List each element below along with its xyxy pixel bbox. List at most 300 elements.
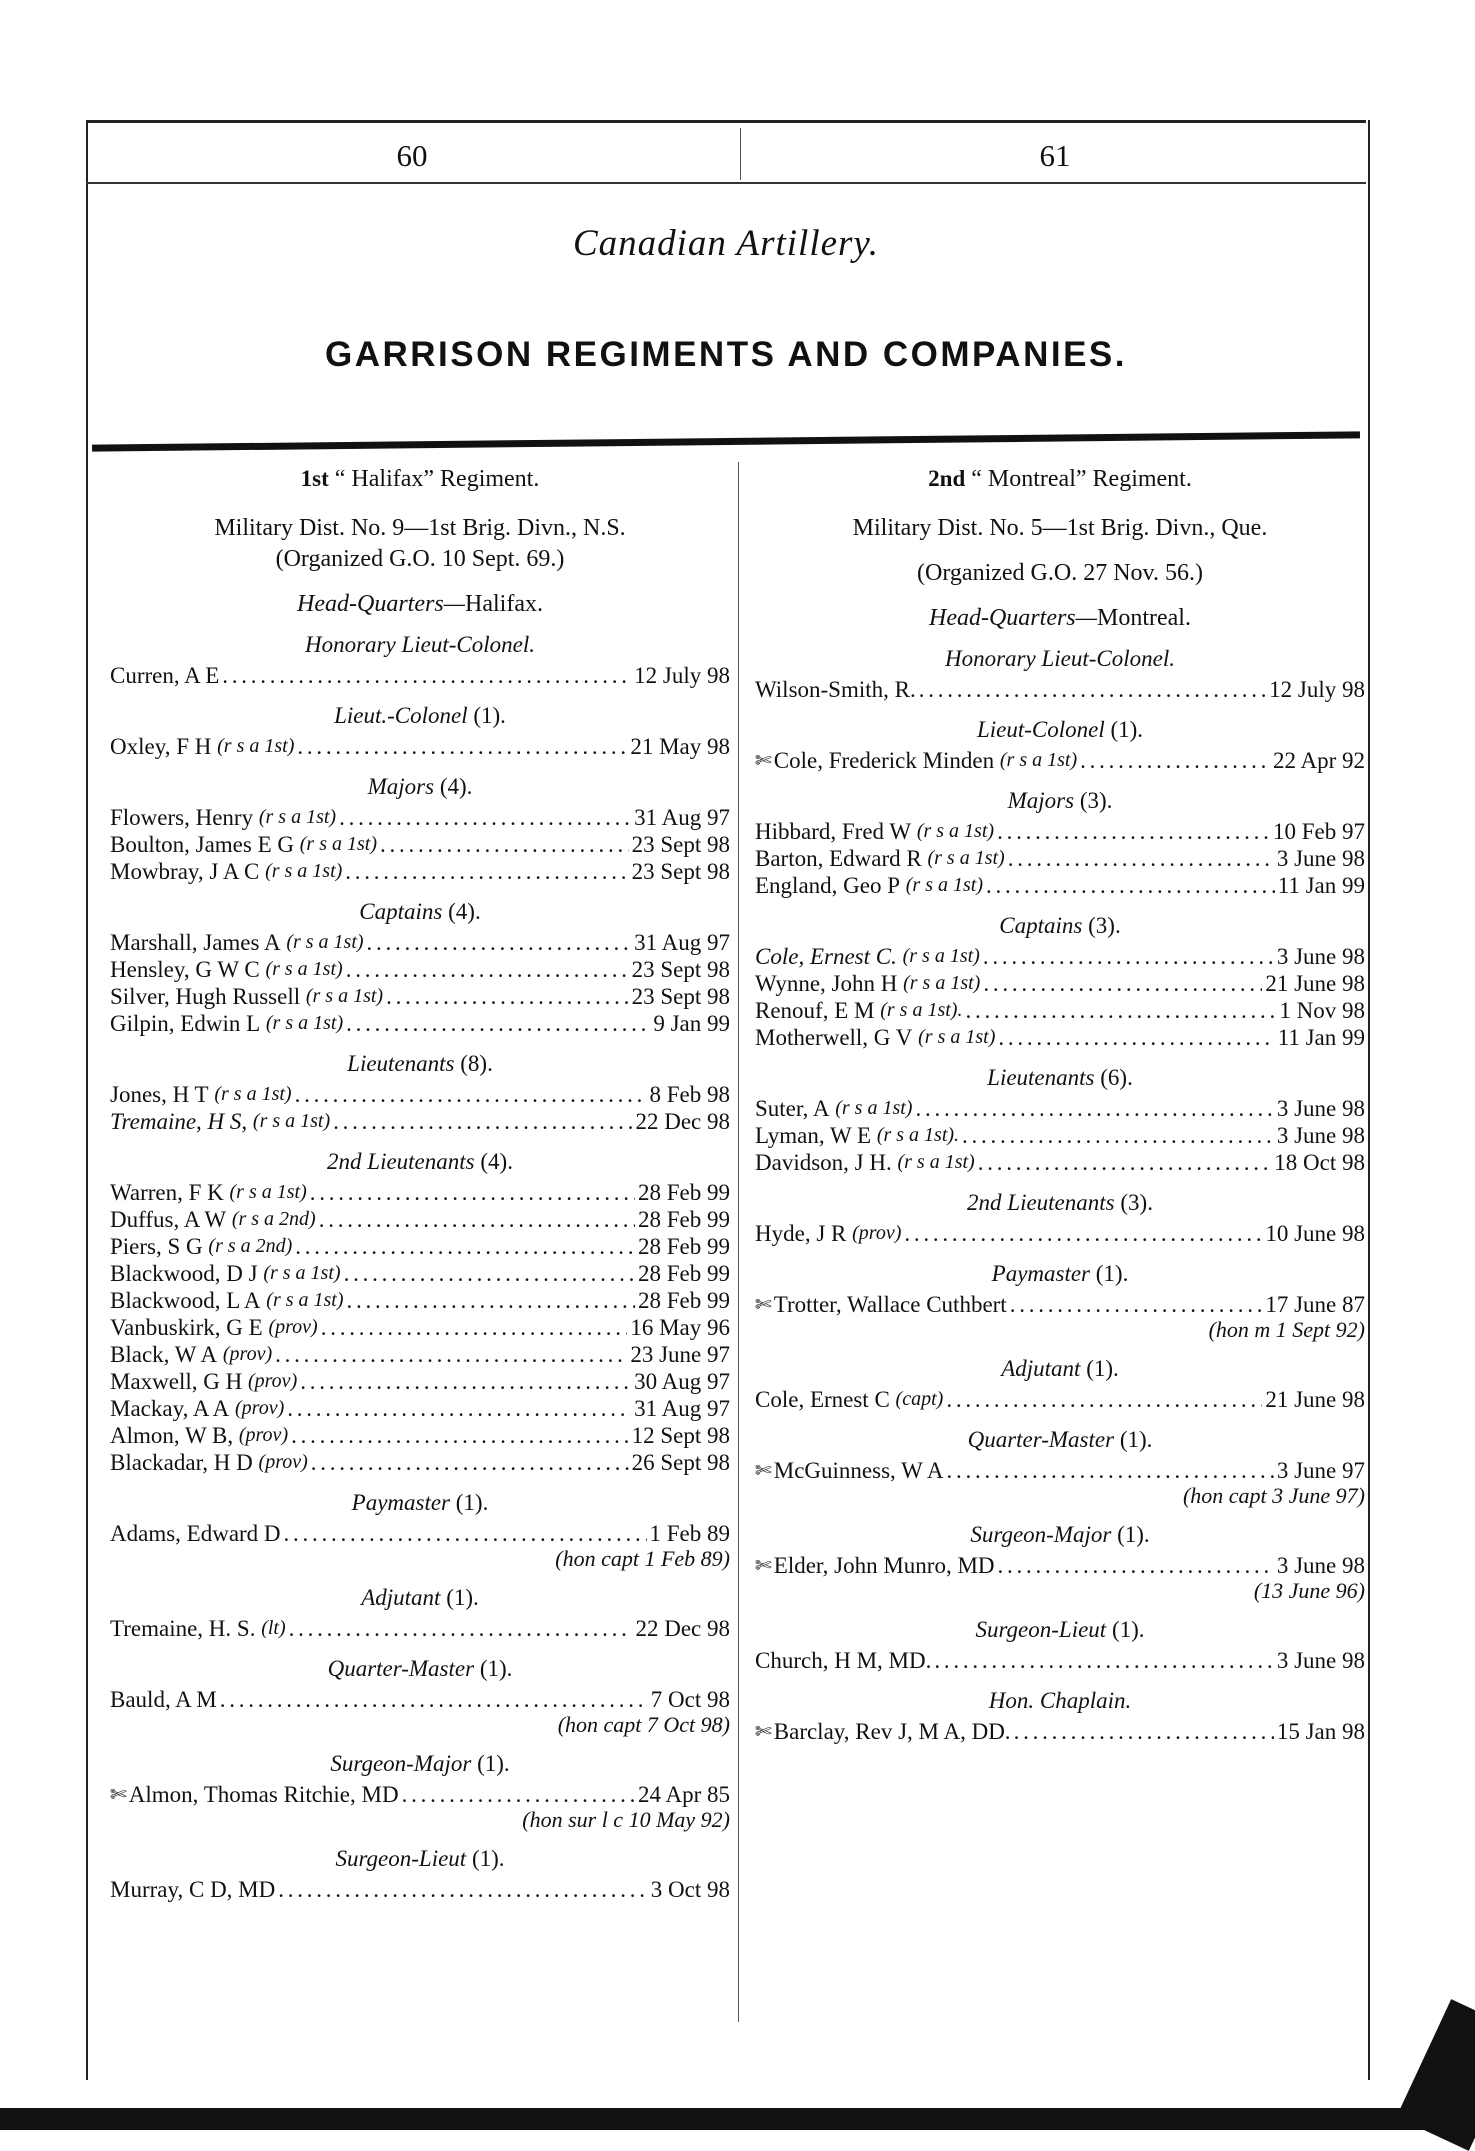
leader-dots — [220, 1686, 648, 1713]
section-count: (1). — [1119, 1427, 1153, 1452]
officer-qualification: (r s a 1st) — [263, 1262, 341, 1284]
section-count: (1). — [473, 703, 506, 728]
officer-qualification: (prov) — [258, 1451, 308, 1473]
leader-dots — [998, 1024, 1274, 1051]
officer-row — [110, 956, 730, 983]
officer-row — [110, 1368, 730, 1395]
officer-name: Hibbard, Fred W — [755, 819, 912, 844]
section-count: (1). — [1111, 1617, 1145, 1642]
section-heading — [755, 913, 1365, 939]
officer-name: Trotter, Wallace Cuthbert — [773, 1292, 1007, 1317]
leader-dots — [934, 1647, 1273, 1674]
officer-row — [755, 970, 1365, 997]
section-count: (1). — [1095, 1261, 1129, 1286]
section-count: (1). — [1117, 1522, 1150, 1547]
headquarters-place: Halifax. — [465, 591, 543, 617]
commission-date: 23 Sept 98 — [631, 984, 730, 1009]
officer-row — [110, 1686, 730, 1713]
officer-row — [110, 858, 730, 885]
officer-row — [755, 872, 1365, 899]
headquarters-label: Head-Quarters— — [297, 591, 466, 617]
section-heading-text: Lieutenants — [347, 1051, 455, 1076]
officer-row — [755, 1718, 1365, 1745]
scissors-icon: ✄ — [755, 1458, 772, 1482]
leader-dots — [904, 1220, 1262, 1247]
officer-qualification: (r s a 1st) — [286, 931, 364, 953]
commission-date: 3 June 98 — [1276, 944, 1365, 969]
commission-date: 11 Jan 99 — [1277, 873, 1365, 898]
commission-date: 3 June 98 — [1276, 846, 1365, 871]
leader-dots — [1080, 747, 1270, 774]
leader-dots — [919, 676, 1266, 703]
officer-qualification: (r s a 1st) — [265, 958, 343, 980]
officer-name: Church, H M, MD. — [755, 1648, 932, 1673]
section-heading — [110, 1585, 730, 1611]
officer-qualification: (r s a 1st) — [918, 1026, 996, 1048]
section-heading-text: Captains — [359, 899, 443, 924]
leader-dots — [345, 858, 628, 885]
officer-qualification: (r s a 2nd) — [231, 1208, 316, 1230]
leader-dots — [289, 1615, 633, 1642]
section-heading — [755, 1065, 1365, 1091]
commission-date: 23 Sept 98 — [631, 832, 730, 857]
leader-dots — [1014, 1718, 1274, 1745]
officer-qualification: (prov) — [222, 1343, 273, 1365]
page-number-divider — [740, 128, 741, 180]
leader-dots — [300, 1368, 631, 1395]
honorary-rank-text: (hon sur l c 10 May 92) — [522, 1807, 730, 1832]
section-heading-text: Lieut-Colonel — [976, 717, 1105, 742]
section-heading — [755, 1356, 1365, 1382]
officer-name: Maxwell, G H — [110, 1369, 243, 1394]
section-heading — [755, 646, 1365, 672]
commission-date: 28 Feb 99 — [638, 1261, 730, 1286]
section-heading-text: Honorary Lieut-Colonel. — [305, 632, 535, 657]
officer-qualification: (r s a 1st) — [214, 1083, 292, 1105]
officer-name: Curren, A E — [110, 663, 220, 688]
leader-dots — [347, 1287, 635, 1314]
leader-dots — [386, 983, 629, 1010]
officer-row — [110, 1108, 730, 1135]
officer-name: Tremaine, H. S. — [110, 1616, 256, 1641]
leader-dots — [962, 1122, 1274, 1149]
page-title: GARRISON REGIMENTS AND COMPANIES. — [325, 335, 1127, 374]
commission-date: 12 July 98 — [634, 663, 730, 688]
section-heading-text: Adjutant — [361, 1585, 441, 1610]
officer-row — [755, 1386, 1365, 1413]
officer-row — [755, 1024, 1365, 1051]
section-heading — [110, 1490, 730, 1516]
commission-date: 1 Feb 89 — [649, 1521, 730, 1546]
officer-qualification: (capt) — [895, 1388, 944, 1410]
commission-date: 15 Jan 98 — [1276, 1719, 1365, 1744]
commission-date: 28 Feb 99 — [638, 1288, 730, 1313]
leader-dots — [402, 1781, 635, 1808]
section-heading — [755, 1427, 1365, 1453]
officer-name: Hensley, G W C — [110, 957, 260, 982]
section-count: (4). — [439, 774, 473, 799]
commission-date: 16 May 96 — [630, 1315, 730, 1340]
left-column — [110, 460, 730, 1903]
officer-qualification: (r s a 1st) — [927, 847, 1005, 869]
officer-qualification: (r s a 1st). — [880, 999, 963, 1021]
officer-qualification: (r s a 1st) — [229, 1181, 307, 1203]
commission-date: 10 Feb 97 — [1273, 819, 1365, 844]
officer-sections — [755, 646, 1365, 1745]
officer-name: Bauld, A M — [110, 1687, 217, 1712]
officer-name: Renouf, E M — [755, 998, 875, 1023]
officer-name: Piers, S G — [110, 1234, 203, 1259]
section-heading — [755, 1261, 1365, 1287]
section-heading-text: Lieut.-Colonel — [334, 703, 468, 728]
officer-qualification: (r s a 2nd) — [208, 1235, 293, 1257]
officer-qualification: (prov) — [235, 1397, 285, 1419]
officer-row — [110, 1520, 730, 1547]
officer-row — [755, 1220, 1365, 1247]
leader-dots — [965, 997, 1276, 1024]
officer-name: McGuinness, W A — [773, 1458, 944, 1483]
section-heading-text: Majors — [367, 774, 435, 799]
headquarters-label: Head-Quarters— — [929, 605, 1097, 631]
officer-sections — [110, 632, 730, 1903]
officer-row — [110, 1422, 730, 1449]
officer-row — [110, 983, 730, 1010]
commission-date: 18 Oct 98 — [1274, 1150, 1365, 1175]
section-heading — [755, 1617, 1365, 1643]
honorary-rank-note — [110, 1808, 730, 1832]
officer-qualification: (prov) — [238, 1424, 289, 1446]
leader-dots — [367, 929, 632, 956]
header-rule — [86, 182, 1366, 184]
officer-qualification: (lt) — [261, 1617, 286, 1639]
honorary-rank-text: (hon capt 1 Feb 89) — [555, 1546, 730, 1571]
officer-row — [110, 929, 730, 956]
leader-dots — [380, 831, 629, 858]
officer-row — [755, 997, 1365, 1024]
section-heading-text: Adjutant — [1001, 1356, 1081, 1381]
section-heading — [755, 1522, 1365, 1548]
officer-name: Wynne, John H — [755, 971, 898, 996]
leader-dots — [978, 1149, 1272, 1176]
section-heading-text: Majors — [1007, 788, 1075, 813]
commission-date: 8 Feb 98 — [649, 1082, 730, 1107]
section-count: (1). — [479, 1656, 513, 1681]
commission-date: 21 June 98 — [1265, 971, 1365, 996]
page-number-left: 60 — [396, 138, 428, 173]
officer-row — [110, 1876, 730, 1903]
officer-name: Tremaine, H S, — [110, 1109, 248, 1134]
leader-dots — [346, 956, 629, 983]
officer-name: Suter, A — [755, 1096, 830, 1121]
scissors-icon: ✄ — [755, 1719, 772, 1743]
regiment-title — [755, 466, 1365, 493]
scissors-icon: ✄ — [755, 1292, 772, 1316]
regiment-name: “ Montreal” Regiment. — [971, 466, 1192, 492]
commission-date: 28 Feb 99 — [638, 1234, 730, 1259]
officer-name: Motherwell, G V — [755, 1025, 913, 1050]
officer-qualification: (prov) — [852, 1222, 902, 1244]
page-edge-shadow — [0, 2108, 1475, 2130]
commission-date: 12 July 98 — [1269, 677, 1365, 702]
commission-date: 31 Aug 97 — [634, 1396, 730, 1421]
officer-row — [755, 1095, 1365, 1122]
officer-qualification: (prov) — [247, 1370, 298, 1392]
leader-dots — [344, 1260, 635, 1287]
officer-row — [110, 1233, 730, 1260]
leader-dots — [983, 970, 1262, 997]
officer-row — [755, 943, 1365, 970]
officer-row — [755, 1149, 1365, 1176]
officer-qualification: (r s a 1st) — [835, 1097, 913, 1119]
section-heading-text: Paymaster — [991, 1261, 1091, 1286]
officer-name: Marshall, James A — [110, 930, 281, 955]
commission-date: 11 Jan 99 — [1277, 1025, 1365, 1050]
leader-dots — [311, 1449, 629, 1476]
officer-row — [110, 662, 730, 689]
commission-date: 28 Feb 99 — [638, 1207, 730, 1232]
officer-qualification: (r s a 1st) — [305, 985, 384, 1007]
officer-row — [755, 747, 1365, 774]
officer-row — [110, 804, 730, 831]
honorary-rank-note — [755, 1579, 1365, 1603]
officer-qualification: (r s a 1st) — [266, 1289, 344, 1311]
section-count: (1). — [477, 1751, 510, 1776]
officer-name: Oxley, F H — [110, 734, 212, 759]
leader-dots — [946, 1386, 1262, 1413]
officer-name: England, Geo P — [755, 873, 901, 898]
officer-qualification: (r s a 1st) — [905, 874, 983, 896]
leader-dots — [284, 1520, 647, 1547]
officer-name: Davidson, J H. — [755, 1150, 892, 1175]
leader-dots — [947, 1457, 1274, 1484]
regiment-title — [110, 466, 730, 493]
section-count: (1). — [446, 1585, 479, 1610]
commission-date: 22 Dec 98 — [635, 1109, 730, 1134]
leader-dots — [319, 1206, 635, 1233]
section-heading — [755, 717, 1365, 743]
section-heading-text: Paymaster — [351, 1490, 451, 1515]
section-heading — [110, 1751, 730, 1777]
officer-qualification: (r s a 1st) — [265, 860, 343, 882]
officer-qualification: (r s a 1st) — [902, 945, 980, 967]
officer-name: Barclay, Rev J, M A, DD. — [773, 1719, 1011, 1744]
commission-date: 28 Feb 99 — [638, 1180, 730, 1205]
officer-qualification: (r s a 1st) — [897, 1151, 975, 1173]
honorary-rank-note — [755, 1318, 1365, 1342]
section-heading-text: Captains — [999, 913, 1083, 938]
officer-name: Adams, Edward D — [110, 1521, 281, 1546]
headquarters — [110, 591, 730, 618]
leader-dots — [295, 1081, 647, 1108]
section-heading-text: Lieutenants — [987, 1065, 1095, 1090]
officer-name: Mowbray, J A C — [110, 859, 260, 884]
officer-row — [755, 1457, 1365, 1484]
officer-row — [755, 818, 1365, 845]
officer-qualification: (r s a 1st) — [252, 1110, 331, 1132]
honorary-rank-note — [755, 1484, 1365, 1508]
leader-dots — [997, 818, 1270, 845]
section-heading — [110, 1051, 730, 1077]
officer-row — [110, 1287, 730, 1314]
officer-name: Gilpin, Edwin L — [110, 1011, 261, 1036]
commission-date: 12 Sept 98 — [631, 1423, 730, 1448]
section-count: (4). — [480, 1149, 513, 1174]
officer-qualification: (r s a 1st) — [916, 820, 995, 842]
section-heading — [110, 774, 730, 800]
officer-name: Jones, H T — [110, 1082, 209, 1107]
honorary-rank-text: (13 June 96) — [1253, 1578, 1365, 1603]
honorary-rank-text: (hon capt 3 June 97) — [1182, 1483, 1365, 1508]
officer-name: Flowers, Henry — [110, 805, 254, 830]
officer-name: Warren, F K — [110, 1180, 224, 1205]
section-count: (3). — [1079, 788, 1113, 813]
section-title: Canadian Artillery. — [572, 223, 880, 264]
leader-dots — [983, 943, 1274, 970]
section-heading-text: Quarter-Master — [967, 1427, 1115, 1452]
officer-row — [755, 1122, 1365, 1149]
officer-qualification: (r s a 1st) — [217, 735, 295, 757]
commission-date: 23 Sept 98 — [631, 859, 730, 884]
section-heading-text: Hon. Chaplain. — [988, 1688, 1132, 1713]
section-heading-text: Surgeon-Lieut — [335, 1846, 467, 1871]
officer-row — [110, 1010, 730, 1037]
leader-dots — [339, 804, 631, 831]
leader-dots — [297, 733, 627, 760]
commission-date: 22 Dec 98 — [635, 1616, 730, 1641]
right-column — [755, 460, 1365, 1745]
leader-dots — [275, 1341, 627, 1368]
commission-date: 17 June 87 — [1265, 1292, 1365, 1317]
officer-name: Blackwood, D J — [110, 1261, 258, 1286]
section-count: (8). — [460, 1051, 493, 1076]
officer-name: Cole, Ernest C. — [755, 944, 897, 969]
regiment-number: 2nd — [928, 466, 966, 491]
leader-dots — [998, 1552, 1274, 1579]
section-count: (1). — [1086, 1356, 1119, 1381]
section-count: (1). — [455, 1490, 489, 1515]
section-heading-text: Surgeon-Lieut — [975, 1617, 1107, 1642]
officer-row — [110, 831, 730, 858]
leader-dots — [222, 662, 631, 689]
officer-qualification: (r s a 1st) — [299, 833, 377, 855]
commission-date: 10 June 98 — [1265, 1221, 1365, 1246]
commission-date: 24 Apr 85 — [638, 1782, 730, 1807]
officer-name: Lyman, W E — [755, 1123, 872, 1148]
officer-name: Blackwood, L A — [110, 1288, 261, 1313]
commission-date: 26 Sept 98 — [631, 1450, 730, 1475]
officer-row — [110, 1179, 730, 1206]
officer-name: Vanbuskirk, G E — [110, 1315, 263, 1340]
scissors-icon: ✄ — [110, 1782, 127, 1806]
section-heading — [755, 788, 1365, 814]
officer-name: Duffus, A W — [110, 1207, 227, 1232]
officer-name: Murray, C D, MD — [110, 1877, 276, 1902]
column-divider — [738, 462, 739, 2022]
officer-name: Elder, John Munro, MD — [773, 1553, 995, 1578]
officer-name: Wilson-Smith, R. — [755, 677, 916, 702]
officer-qualification: (r s a 1st) — [265, 1012, 344, 1034]
section-heading — [110, 703, 730, 729]
section-count: (6). — [1100, 1065, 1133, 1090]
organized-order: (Organized G.O. 10 Sept. 69.) — [275, 546, 565, 572]
commission-date: 9 Jan 99 — [653, 1011, 730, 1036]
officer-row — [110, 1081, 730, 1108]
section-heading-text: Honorary Lieut-Colonel. — [945, 646, 1175, 671]
section-heading — [110, 899, 730, 925]
commission-date: 3 June 98 — [1276, 1096, 1365, 1121]
section-heading — [110, 1846, 730, 1872]
honorary-rank-text: (hon capt 7 Oct 98) — [557, 1712, 730, 1737]
organized-order: (Organized G.O. 27 Nov. 56.) — [917, 560, 1203, 586]
officer-row — [755, 676, 1365, 703]
section-heading — [110, 1656, 730, 1682]
section-heading-text: 2nd Lieutenants — [967, 1190, 1115, 1215]
officer-row — [755, 1647, 1365, 1674]
commission-date: 21 May 98 — [630, 734, 730, 759]
honorary-rank-note — [110, 1713, 730, 1737]
leader-dots — [915, 1095, 1273, 1122]
section-count: (1). — [1110, 717, 1144, 742]
officer-row — [110, 1341, 730, 1368]
commission-date: 31 Aug 97 — [634, 930, 730, 955]
officer-qualification: (r s a 1st). — [876, 1124, 960, 1146]
section-heading — [755, 1688, 1365, 1714]
officer-name: Black, W A — [110, 1342, 218, 1367]
leader-dots — [287, 1395, 631, 1422]
officer-row — [110, 1615, 730, 1642]
officer-name: Cole, Frederick Minden — [773, 748, 995, 773]
leader-dots — [1008, 845, 1274, 872]
commission-date: 3 June 98 — [1276, 1648, 1365, 1673]
officer-row — [755, 845, 1365, 872]
leader-dots — [321, 1314, 628, 1341]
regiment-name: “ Halifax” Regiment. — [334, 466, 540, 492]
military-district: Military Dist. No. 5—1st Brig. Divn., Que. — [852, 515, 1268, 541]
regiment-number: 1st — [300, 466, 329, 491]
scissors-icon: ✄ — [755, 748, 772, 772]
officer-row — [110, 1260, 730, 1287]
scissors-icon: ✄ — [755, 1553, 772, 1577]
officer-qualification: (prov) — [268, 1316, 318, 1338]
officer-name: Blackadar, H D — [110, 1450, 253, 1475]
section-count: (3). — [1088, 913, 1121, 938]
honorary-rank-note — [110, 1547, 730, 1571]
section-count: (4). — [448, 899, 481, 924]
leader-dots — [310, 1179, 635, 1206]
section-count: (3). — [1120, 1190, 1153, 1215]
officer-row — [110, 1314, 730, 1341]
commission-date: 3 Oct 98 — [650, 1877, 730, 1902]
commission-date: 3 June 97 — [1276, 1458, 1365, 1483]
officer-name: Barton, Edward R — [755, 846, 922, 871]
officer-row — [110, 1206, 730, 1233]
headquarters — [755, 605, 1365, 632]
honorary-rank-text: (hon m 1 Sept 92) — [1208, 1317, 1365, 1342]
officer-row — [755, 1552, 1365, 1579]
leader-dots — [278, 1876, 648, 1903]
leader-dots — [333, 1108, 632, 1135]
commission-date: 7 Oct 98 — [650, 1687, 730, 1712]
leader-dots — [1010, 1291, 1263, 1318]
commission-date: 22 Apr 92 — [1273, 748, 1365, 773]
officer-name: Almon, Thomas Ritchie, MD — [128, 1782, 399, 1807]
leader-dots — [986, 872, 1275, 899]
officer-name: Boulton, James E G — [110, 832, 294, 857]
headquarters-place: Montreal. — [1097, 605, 1191, 631]
section-heading — [110, 632, 730, 658]
officer-row — [110, 1449, 730, 1476]
commission-date: 3 June 98 — [1276, 1553, 1365, 1578]
